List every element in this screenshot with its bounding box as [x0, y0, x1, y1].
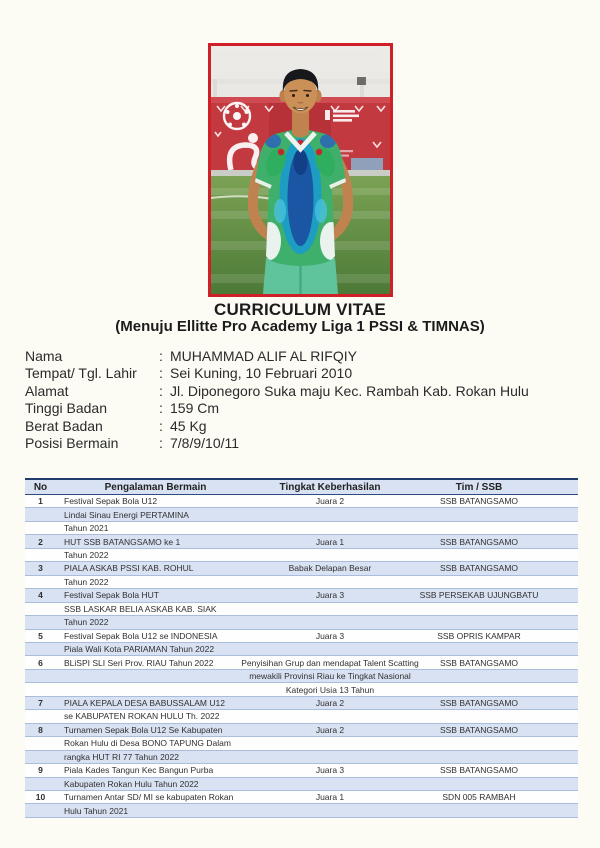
- table-row: [25, 804, 578, 817]
- cell-pengalaman: Lindai Sinau Energi PERTAMINA: [64, 509, 189, 520]
- cell-pengalaman: rangka HUT RI 77 Tahun 2022: [64, 751, 179, 762]
- table-row: [25, 522, 578, 535]
- table-row: [25, 616, 578, 629]
- cell-tingkat: Penyisihan Grup dan mendapat Talent Scatting: [241, 657, 419, 668]
- cell-tingkat: Juara 1: [315, 536, 345, 547]
- table-row: [25, 549, 578, 562]
- cell-tingkat: Juara 3: [315, 765, 345, 776]
- table-row: [25, 683, 578, 696]
- cell-tim: SSB OPRIS KAMPAR: [437, 630, 521, 641]
- cell-no: 3: [38, 563, 43, 574]
- info-row: [25, 382, 585, 400]
- info-value: 159 Cm: [170, 400, 220, 417]
- info-label: Tempat/ Tgl. Lahir: [25, 365, 137, 382]
- info-row: [25, 400, 585, 418]
- header-cell-tim: Tim / SSB: [455, 481, 503, 493]
- table-row: [25, 737, 578, 750]
- cell-tim: SSB BATANGSAMO: [439, 724, 519, 735]
- cell-pengalaman: Turnamen Sepak Bola U12 Se Kabupaten: [64, 724, 223, 735]
- cell-no: 8: [38, 724, 43, 735]
- header-cell-pengalaman: Pengalaman Bermain: [104, 481, 207, 493]
- cell-tim: SSB BATANGSAMO: [439, 765, 519, 776]
- table-row: [25, 751, 578, 764]
- info-separator: :: [159, 417, 163, 434]
- table-row: [25, 589, 578, 602]
- info-label: Alamat: [25, 382, 69, 399]
- cell-pengalaman: HUT SSB BATANGSAMO ke 1: [64, 536, 181, 547]
- cell-pengalaman: Tahun 2022: [64, 576, 109, 587]
- cell-no: 6: [38, 657, 43, 668]
- experience-table-header: [25, 478, 578, 495]
- cell-tim: SSB BATANGSAMO: [439, 496, 519, 507]
- cell-tingkat: Juara 1: [315, 792, 345, 803]
- cell-tim: SSB BATANGSAMO: [439, 657, 519, 668]
- cell-pengalaman: BLiSPI SLI Seri Prov. RIAU Tahun 2022: [64, 657, 214, 668]
- cell-tingkat: Juara 2: [315, 724, 345, 735]
- page-title: CURRICULUM VITAE: [214, 300, 386, 319]
- cell-tingkat: Juara 3: [315, 630, 345, 641]
- table-row: [25, 697, 578, 710]
- cell-tim: SSB BATANGSAMO: [439, 563, 519, 574]
- table-row: [25, 562, 578, 575]
- cell-tingkat: Babak Delapan Besar: [288, 563, 372, 574]
- cell-no: 4: [38, 590, 43, 601]
- cell-pengalaman: PIALA KEPALA DESA BABUSSALAM U12: [64, 698, 225, 709]
- cell-pengalaman: Tahun 2022: [64, 550, 109, 561]
- cell-pengalaman: Festival Sepak Bola HUT: [64, 590, 159, 601]
- cell-pengalaman: Piala Kades Tangun Kec Bangun Purba: [64, 765, 214, 776]
- table-row: [25, 603, 578, 616]
- info-separator: :: [159, 365, 163, 382]
- cell-no: 1: [38, 496, 43, 507]
- cell-tim: SSB BATANGSAMO: [439, 698, 519, 709]
- table-row: [25, 710, 578, 723]
- cell-tingkat: mewakili Provinsi Riau ke Tingkat Nasional: [249, 671, 411, 682]
- cell-no: 2: [38, 536, 43, 547]
- cell-tingkat: Juara 2: [315, 496, 345, 507]
- cell-pengalaman: PIALA ASKAB PSSI KAB. ROHUL: [64, 563, 194, 574]
- cell-no: 7: [38, 698, 43, 709]
- cell-tingkat: Juara 2: [315, 698, 345, 709]
- info-label: Nama: [25, 347, 63, 364]
- page-subtitle: (Menuju Ellitte Pro Academy Liga 1 PSSI & TIMNAS): [115, 318, 485, 335]
- cell-tim: SSB BATANGSAMO: [439, 536, 519, 547]
- cell-tim: SSB PERSEKAB UJUNGBATU: [419, 590, 539, 601]
- cell-tim: SDN 005 RAMBAH: [442, 792, 516, 803]
- cell-pengalaman: Kabupaten Rokan Hulu Tahun 2022: [64, 778, 199, 789]
- info-separator: :: [159, 382, 163, 399]
- cell-pengalaman: Festival Sepak Bola U12: [64, 496, 158, 507]
- cell-pengalaman: Tahun 2022: [64, 617, 109, 628]
- info-separator: :: [159, 400, 163, 417]
- personal-info-section: [25, 347, 585, 452]
- info-row: [25, 347, 585, 365]
- experience-table: [25, 478, 578, 818]
- cell-pengalaman: Rokan Hulu di Desa BONO TAPUNG Dalam: [64, 738, 231, 749]
- info-separator: :: [159, 435, 163, 452]
- table-row: [25, 643, 578, 656]
- info-value: MUHAMMAD ALIF AL RIFQIY: [170, 347, 357, 364]
- info-row: [25, 435, 585, 453]
- info-value: 7/8/9/10/11: [170, 435, 240, 452]
- athlete-photo-illustration: [211, 46, 390, 294]
- cell-pengalaman: Tahun 2021: [64, 523, 109, 534]
- info-value: 45 Kg: [170, 417, 207, 434]
- table-row: [25, 495, 578, 508]
- info-label: Posisi Bermain: [25, 435, 119, 452]
- info-row: [25, 365, 585, 383]
- cell-pengalaman: Turnamen Antar SD/ MI se kabupaten Rokan: [64, 792, 234, 803]
- table-row: [25, 508, 578, 521]
- info-row: [25, 417, 585, 435]
- table-row: [25, 630, 578, 643]
- cell-pengalaman: Hulu Tahun 2021: [64, 805, 129, 816]
- header-cell-no: No: [33, 481, 48, 493]
- cell-no: 10: [35, 792, 46, 803]
- info-separator: :: [159, 347, 163, 364]
- cell-tingkat: Kategori Usia 13 Tahun: [285, 684, 375, 695]
- cell-no: 5: [38, 630, 43, 641]
- cell-tingkat: Juara 3: [315, 590, 345, 601]
- table-row: [25, 724, 578, 737]
- cell-pengalaman: SSB LASKAR BELIA ASKAB KAB. SIAK: [64, 603, 217, 614]
- cell-pengalaman: Piala Wali Kota PARIAMAN Tahun 2022: [64, 644, 215, 655]
- athlete-photo: [208, 43, 393, 297]
- cell-pengalaman: Festival Sepak Bola U12 se INDONESIA: [64, 630, 218, 641]
- table-row: [25, 791, 578, 804]
- table-row: [25, 576, 578, 589]
- experience-table-body: [25, 495, 578, 818]
- table-row: [25, 778, 578, 791]
- info-value: Jl. Diponegoro Suka maju Kec. Rambah Kab. Rokan Hulu: [170, 382, 529, 399]
- table-row: [25, 535, 578, 548]
- table-row: [25, 670, 578, 683]
- cell-pengalaman: se KABUPATEN ROKAN HULU Th. 2022: [64, 711, 220, 722]
- header-cell-tingkat: Tingkat Keberhasilan: [279, 481, 381, 493]
- info-value: Sei Kuning, 10 Februari 2010: [170, 365, 353, 382]
- info-label: Berat Badan: [25, 417, 103, 434]
- table-row: [25, 764, 578, 777]
- cell-no: 9: [38, 765, 43, 776]
- table-row: [25, 656, 578, 669]
- info-label: Tinggi Badan: [25, 400, 107, 417]
